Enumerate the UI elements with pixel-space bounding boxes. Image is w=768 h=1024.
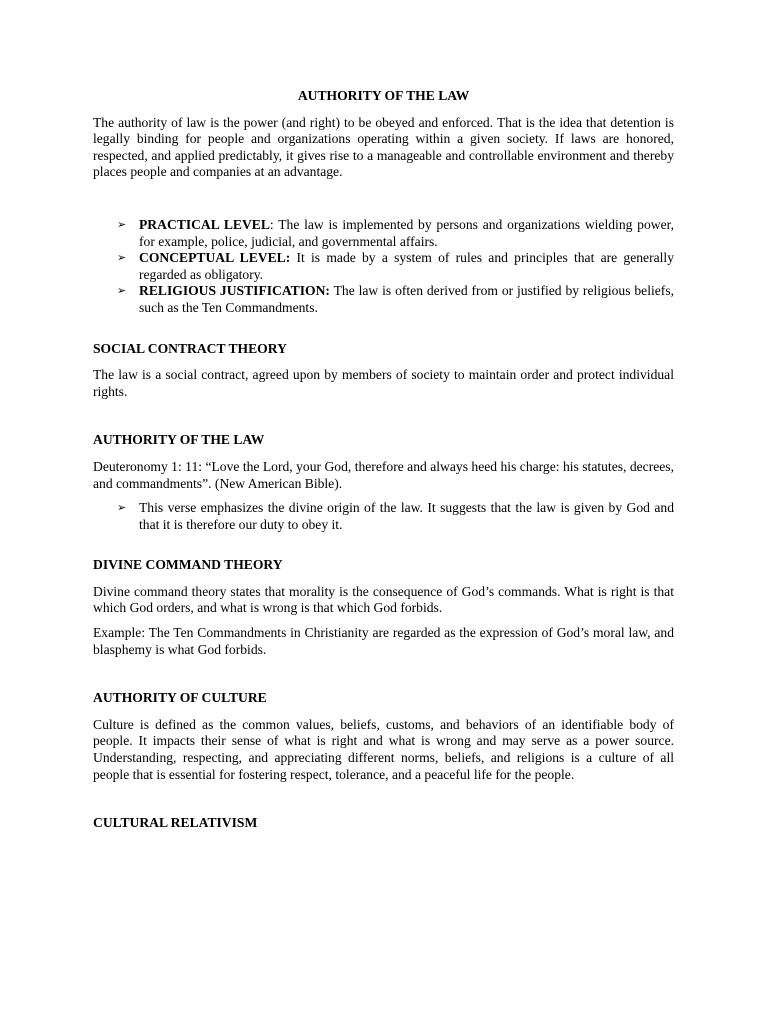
intro-paragraph: The authority of law is the power (and right) to be obeyed and enforced. That is the idea that detention is legally binding for people and organizations operating within a given society. If laws are honored, respected, and applied predictably, it gives rise to a manageable and controllable environment and thereby places people and companies at an advantage. [93,114,674,180]
section-heading-authority-of-law: AUTHORITY OF THE LAW [93,432,265,448]
deuteronomy-paragraph: Deuteronomy 1: 11: “Love the Lord, your God, therefore and always heed his charge: his statutes, decrees, and commandments”. (New American Bible). [93,458,674,491]
level-text: It is made by a system of rules and principles that are generally regarded as obligatory. [139,250,674,282]
section-heading-cultural-relativism: CULTURAL RELATIVISM [93,815,258,831]
levels-list [93,217,674,317]
spacer [93,666,674,690]
arrow-bullet-icon: ➢ [117,217,127,231]
spacer [93,791,674,815]
section-heading-divine-command: DIVINE COMMAND THEORY [93,557,283,573]
level-text: The law is implemented by persons and organizations wielding power, for example, police, judicial, and governmental affairs. [139,216,674,249]
level-term: RELIGIOUS JUSTIFICATION: [139,283,330,299]
social-contract-paragraph: The law is a social contract, agreed upon by members of society to maintain order and protect individual rights. [93,367,674,399]
spacer [93,317,674,341]
spacer [93,189,674,217]
section-heading-authority-of-culture: AUTHORITY OF CULTURE [93,690,267,706]
document-title: AUTHORITY OF THE LAW [297,88,470,103]
list-item-religious-justification [117,283,675,316]
list-item-conceptual-level [117,250,674,283]
spacer [93,408,674,432]
level-term: PRACTICAL LEVEL [139,216,270,232]
document-body [93,88,674,842]
arrow-bullet-icon: ➢ [117,501,127,515]
level-text: The law is often derived from or justified by religious beliefs, such as the Ten Commandments. [139,283,675,315]
divine-command-example: Example: The Ten Commandments in Christianity are regarded as the expression of God’s moral law, and blasphemy is what God forbids. [93,625,674,657]
list-item-verse-note [117,500,674,533]
list-item-practical-level [117,216,674,250]
spacer [93,533,674,557]
section-heading-social-contract: SOCIAL CONTRACT THEORY [93,340,287,356]
verse-note-list [93,500,674,533]
level-term: CONCEPTUAL LEVEL: [139,250,291,266]
level-separator: : [269,216,279,232]
verse-note-text: This verse emphasizes the divine origin of the law. It suggests that the law is given by God and that it is therefore our duty to obey it. [139,500,674,532]
arrow-bullet-icon: ➢ [117,284,127,298]
culture-paragraph: Culture is defined as the common values, beliefs, customs, and behaviors of an identifiable body of people. It impacts their sense of what is right and what is wrong and may serve as a power source. Understanding, respecting, and appreciating different norms, beliefs, and religions is a culture of all people that is essential for fostering respect, tolerance, and a peaceful life for the people. [93,716,674,782]
divine-command-paragraph: Divine command theory states that morality is the consequence of God’s commands. What is right is that which God orders, and what is wrong is that which God forbids. [93,583,674,616]
arrow-bullet-icon: ➢ [117,251,127,265]
